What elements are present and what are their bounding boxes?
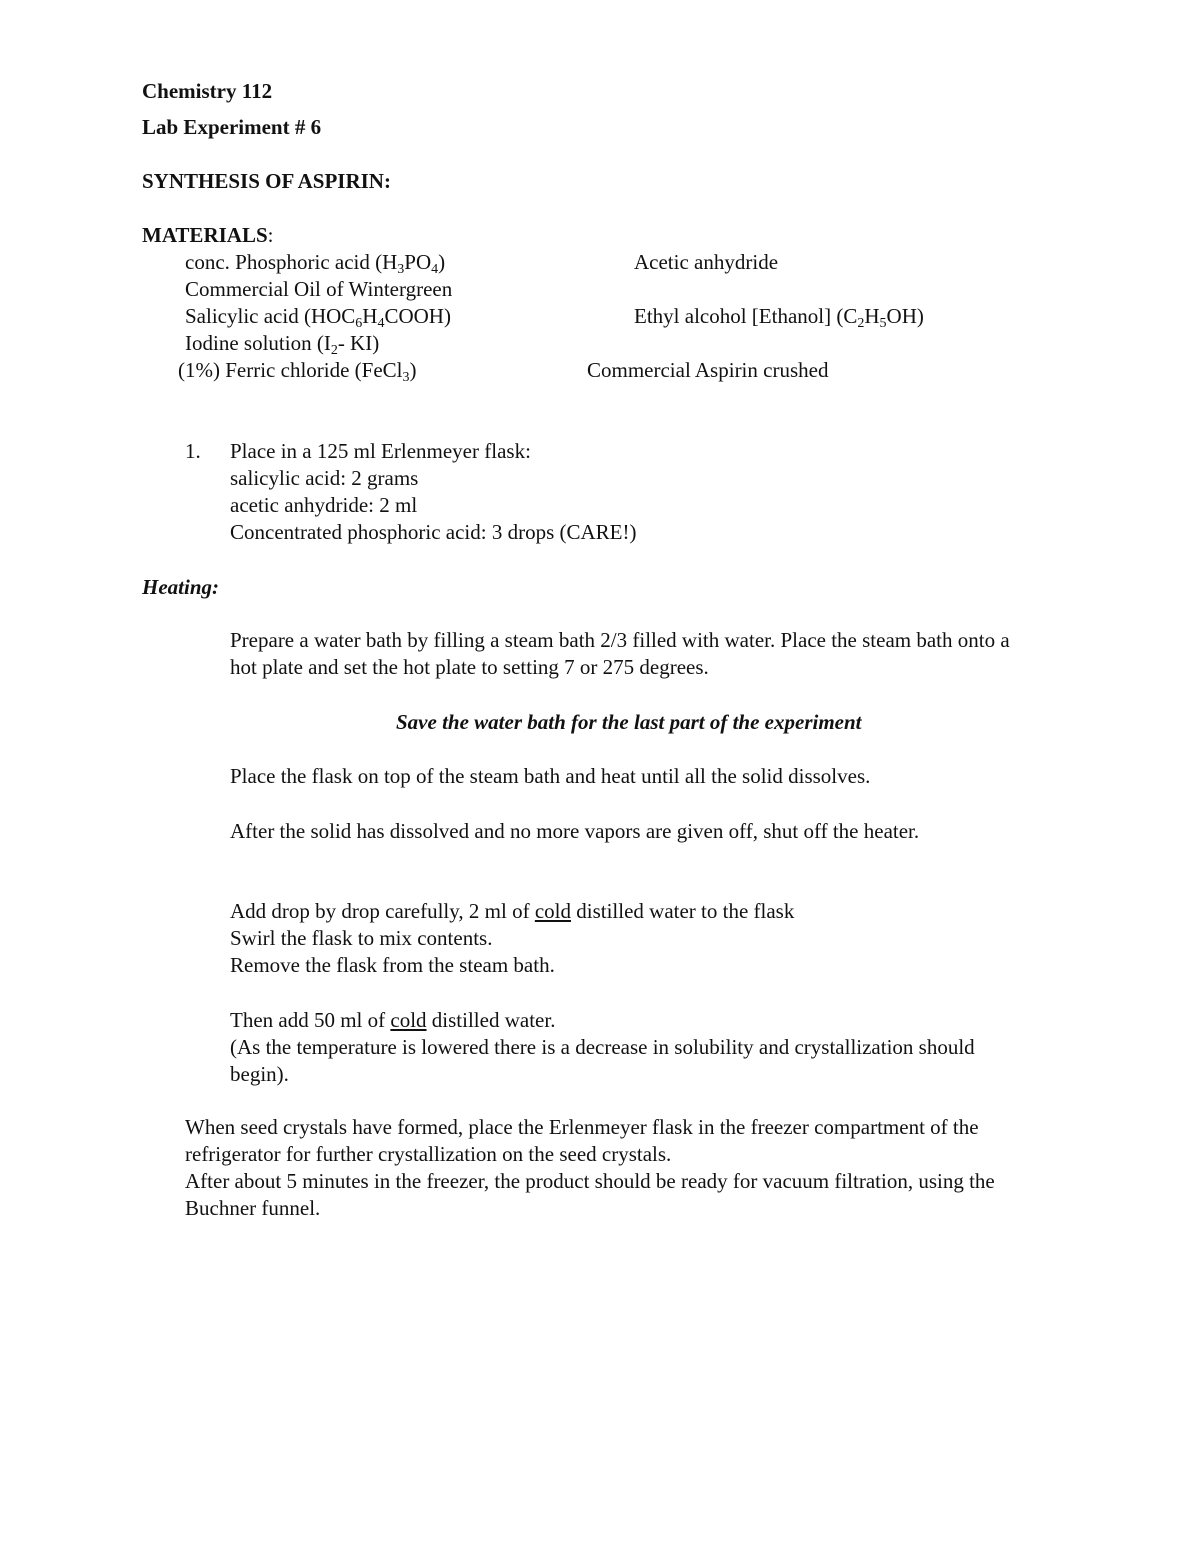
cold-emphasis: cold xyxy=(534,899,571,923)
material-ethyl-alcohol: Ethyl alcohol [Ethanol] $(C_2H_5OH)$ xyxy=(634,304,924,331)
prepare-line: Prepare a water bath by filling a steam bath 2/3 filled with water. Place the steam bath onto a xyxy=(230,628,1010,652)
material-phosphoric-acid: conc. Phosphoric acid $(H_3PO_4)$ xyxy=(185,250,446,277)
temperature-note xyxy=(230,1034,975,1088)
step-number: 1. xyxy=(185,439,201,463)
swirl-instruction: Swirl the flask to mix contents. xyxy=(230,926,493,950)
material-commercial-aspirin: Commercial Aspirin crushed xyxy=(587,358,829,382)
material-salicylic-acid: Salicylic acid $(HOC_6H_4COOH)$ xyxy=(185,304,451,331)
prepare-water-bath xyxy=(230,627,1010,681)
step-1-list xyxy=(230,438,637,546)
add-cold-water-instruction: Add drop by drop carefully, 2 ml of cold distilled water to the flask xyxy=(230,899,795,923)
course-title: Chemistry 112 xyxy=(142,79,273,103)
temperature-note-line: begin). xyxy=(230,1062,289,1086)
remove-flask-instruction: Remove the flask from the steam bath. xyxy=(230,953,555,977)
document-title: SYNTHESIS OF ASPIRIN: xyxy=(142,169,391,193)
materials-heading-text: MATERIALS xyxy=(142,223,268,247)
step-1-line: Place in a 125 ml Erlenmeyer flask: xyxy=(230,439,531,463)
step-1-line: salicylic acid: 2 grams xyxy=(230,466,419,490)
step-1-line: Concentrated phosphoric acid: 3 drops (CARE!) xyxy=(230,520,637,544)
add-50ml-instruction: Then add 50 ml of cold distilled water. xyxy=(230,1008,556,1032)
prepare-line: hot plate and set the hot plate to setting 7 or 275 degrees. xyxy=(230,655,709,679)
materials-heading-colon: : xyxy=(267,223,274,247)
material-oil-of-wintergreen: Commercial Oil of Wintergreen xyxy=(185,277,453,301)
closing-line: When seed crystals have formed, place the Erlenmeyer flask in the freezer compartment of the xyxy=(185,1115,979,1139)
after-dissolved-instruction: After the solid has dissolved and no more vapors are given off, shut off the heater. xyxy=(230,819,920,843)
closing-paragraph xyxy=(185,1114,995,1222)
step-1-line: acetic anhydride: 2 ml xyxy=(230,493,418,517)
material-iodine-solution: Iodine solution ($I_2-$ KI) xyxy=(185,331,380,358)
closing-line: Buchner funnel. xyxy=(185,1196,321,1220)
closing-line: refrigerator for further crystallization on the seed crystals. xyxy=(185,1142,672,1166)
lab-title: Lab Experiment # 6 xyxy=(142,115,322,139)
save-water-bath-note: Save the water bath for the last part of the experiment xyxy=(396,710,862,734)
material-ferric-chloride: (1%) Ferric chloride (FeCl$_3$) xyxy=(178,358,417,385)
heating-heading: Heating: xyxy=(142,575,219,599)
cold-emphasis: cold xyxy=(390,1008,427,1032)
place-flask-instruction: Place the flask on top of the steam bath and heat until all the solid dissolves. xyxy=(230,764,871,788)
materials-heading xyxy=(142,222,273,249)
temperature-note-line: (As the temperature is lowered there is a decrease in solubility and crystallization should xyxy=(230,1035,975,1059)
closing-line: After about 5 minutes in the freezer, the product should be ready for vacuum filtration, using the xyxy=(185,1169,995,1193)
material-acetic-anhydride: Acetic anhydride xyxy=(634,250,779,274)
